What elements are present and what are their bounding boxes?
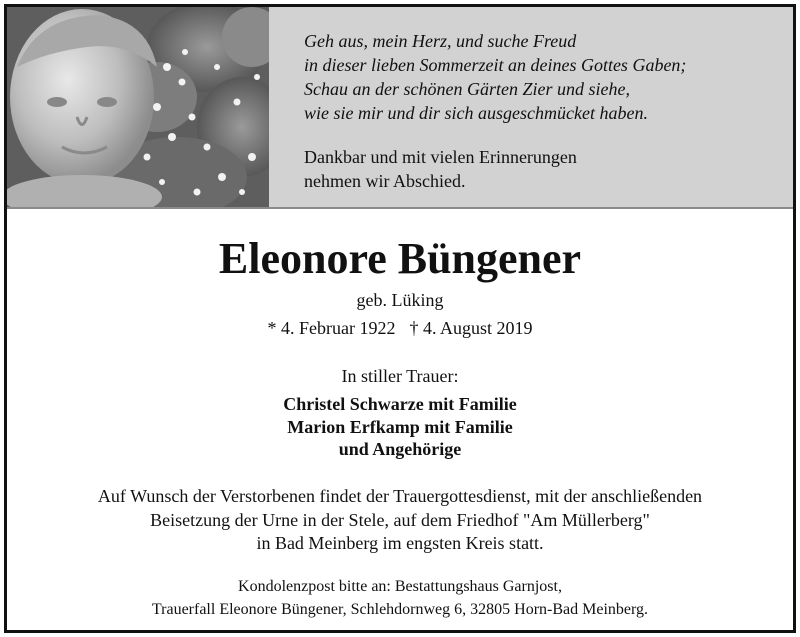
header-band [7, 7, 793, 209]
poem-line: wie sie mir und dir sich ausgeschmücket haben. [304, 103, 648, 123]
mourner-entry: und Angehörige [338, 439, 462, 459]
mourners-list [7, 393, 793, 461]
mourner-entry: Marion Erfkamp mit Familie [287, 416, 513, 437]
birth-date: * 4. Februar 1922 [267, 318, 396, 338]
maiden-name: geb. Lüking [356, 290, 444, 310]
deceased-name: Eleonore Büngener [218, 234, 582, 283]
contact-line: Trauerfall Eleonore Büngener, Schlehdornweg 6, 32805 Horn-Bad Meinberg. [151, 601, 649, 618]
notice-line: in Bad Meinberg im engsten Kreis statt. [256, 533, 544, 553]
obituary-frame [4, 4, 796, 633]
contact-line: Kondolenzpost bitte an: Bestattungshaus Garnjost, [238, 578, 562, 595]
farewell-line: Dankbar und mit vielen Erinnerungen [304, 147, 577, 167]
death-date: † 4. August 2019 [409, 318, 533, 338]
mourner-entry: Christel Schwarze mit Familie [283, 394, 517, 414]
angel-statue-icon [7, 7, 269, 207]
mourning-intro: In stiller Trauer: [341, 366, 459, 386]
life-dates [7, 317, 793, 339]
angel-statue-photo [7, 7, 269, 207]
poem-line: Schau an der schönen Gärten Zier und siehe, [304, 79, 630, 99]
notice-line: Auf Wunsch der Verstorbenen findet der Trauergottesdienst, mit der anschließenden [97, 486, 703, 506]
poem-line: in dieser lieben Sommerzeit an deines Gottes Gaben; [304, 55, 687, 75]
notice-line: Beisetzung der Urne in der Stele, auf dem Friedhof "Am Müllerberg" [150, 509, 650, 530]
funeral-notice [7, 485, 793, 556]
condolence-contact [7, 575, 793, 621]
poem-block [304, 29, 784, 193]
farewell-line: nehmen wir Abschied. [304, 171, 466, 191]
poem-line: Geh aus, mein Herz, und suche Freud [304, 31, 577, 51]
